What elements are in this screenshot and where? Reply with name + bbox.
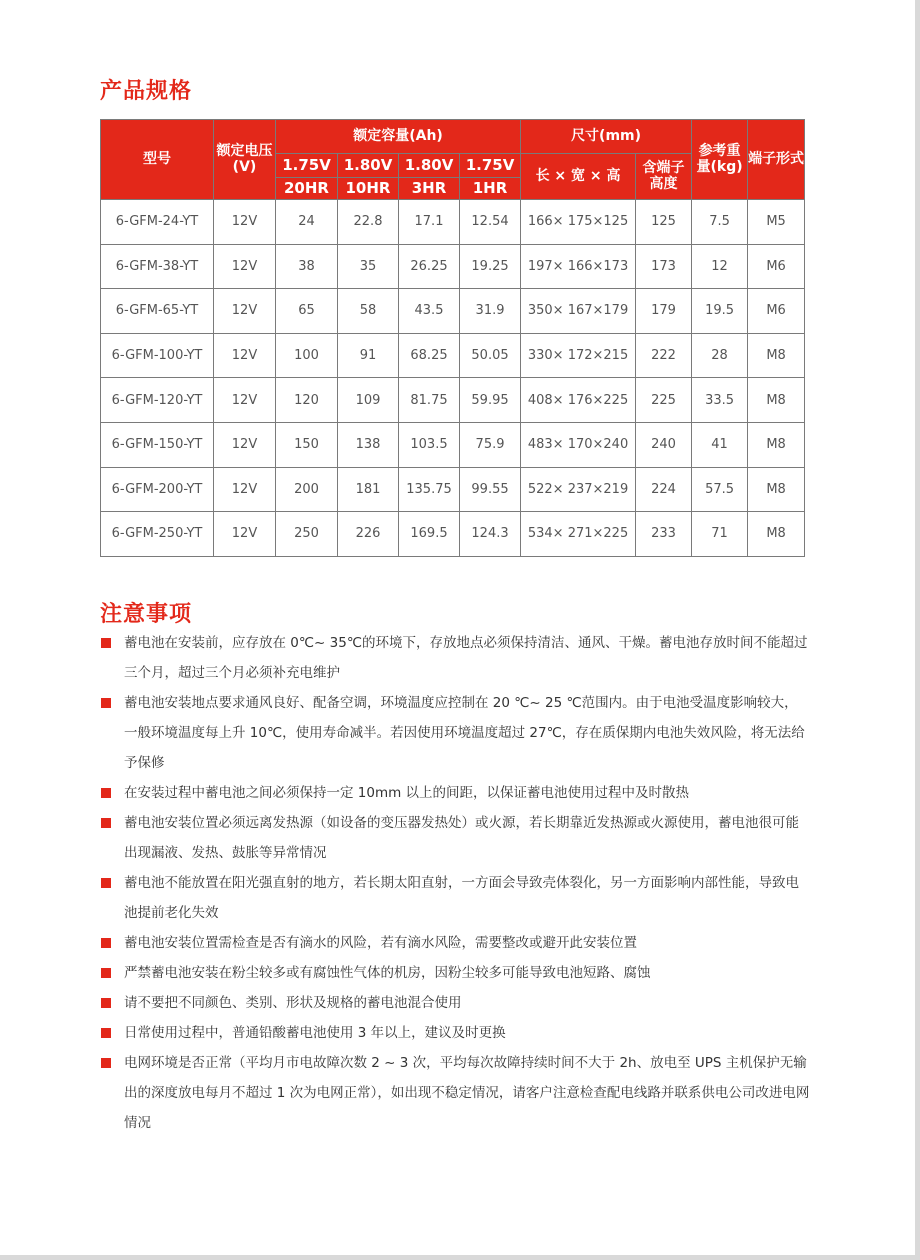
- specs-section-title: 产品规格: [100, 79, 193, 104]
- table-cell: 50.05: [460, 333, 521, 378]
- table-row: [101, 333, 805, 378]
- table-cell: 35: [338, 244, 399, 289]
- note-item: [100, 628, 810, 688]
- table-cell: M6: [748, 244, 805, 289]
- table-row: [101, 289, 805, 334]
- table-cell: 19.5: [692, 289, 748, 334]
- table-cell: 225: [636, 378, 692, 423]
- table-cell: 240: [636, 422, 692, 467]
- note-text: 日常使用过程中，普通铅酸蓄电池使用 3 年以上，建议及时更换: [124, 1025, 506, 1041]
- header-cap-rate-2: 10HR: [338, 178, 399, 200]
- header-weight: 参考重量(kg): [692, 120, 748, 200]
- table-cell: 150: [276, 422, 338, 467]
- table-cell: 181: [338, 467, 399, 512]
- table-cell: 65: [276, 289, 338, 334]
- table-cell: 22.8: [338, 200, 399, 245]
- table-cell: 12V: [214, 244, 276, 289]
- table-row: [101, 422, 805, 467]
- table-cell: M8: [748, 333, 805, 378]
- table-cell: 12V: [214, 512, 276, 557]
- note-item: [100, 988, 810, 1018]
- table-cell: M5: [748, 200, 805, 245]
- page-edge-bottom: [0, 1255, 920, 1260]
- table-cell: 7.5: [692, 200, 748, 245]
- note-text: 请不要把不同颜色、类别、形状及规格的蓄电池混合使用: [124, 995, 462, 1011]
- table-cell: 12V: [214, 422, 276, 467]
- table-cell: 12V: [214, 289, 276, 334]
- table-cell: 124.3: [460, 512, 521, 557]
- notes-section-title: 注意事项: [100, 602, 193, 627]
- header-cap-rate-4: 1HR: [460, 178, 521, 200]
- table-cell: 28: [692, 333, 748, 378]
- note-text: 电网环境是否正常（平均月市电故障次数 2 ~ 3 次，平均每次故障持续时间不大于 2h、放电至 UPS 主机保护无输出的深度放电每月不超过 1 次为电网正常），如出现不稳定情况，请客户注意检查配电线路并联系供电公司改进电网情况: [124, 1055, 810, 1131]
- table-cell: 522× 237×219: [521, 467, 636, 512]
- table-cell: M8: [748, 467, 805, 512]
- page-edge-right: [915, 0, 920, 1260]
- note-text: 蓄电池在安装前，应存放在 0℃~ 35℃的环境下，存放地点必须保持清洁、通风、干燥。蓄电池存放时间不能超过三个月，超过三个月必须补充电维护: [124, 635, 808, 681]
- table-cell: 6-GFM-120-YT: [101, 378, 214, 423]
- note-item: [100, 868, 810, 928]
- table-cell: 6-GFM-65-YT: [101, 289, 214, 334]
- table-cell: 200: [276, 467, 338, 512]
- header-voltage: 额定电压(V): [214, 120, 276, 200]
- header-cap-voltage-4: 1.75V: [460, 154, 521, 178]
- header-terminal-height: 含端子高度: [636, 154, 692, 200]
- table-cell: 226: [338, 512, 399, 557]
- note-text: 蓄电池安装位置必须远离发热源（如设备的变压器发热处）或火源，若长期靠近发热源或火源使用，蓄电池很可能出现漏液、发热、鼓胀等异常情况: [124, 815, 799, 861]
- square-bullet-icon: [101, 938, 111, 948]
- table-cell: 330× 172×215: [521, 333, 636, 378]
- table-cell: 19.25: [460, 244, 521, 289]
- note-item: [100, 808, 810, 868]
- table-cell: 138: [338, 422, 399, 467]
- table-cell: 6-GFM-38-YT: [101, 244, 214, 289]
- header-cap-rate-1: 20HR: [276, 178, 338, 200]
- table-cell: 31.9: [460, 289, 521, 334]
- table-cell: 534× 271×225: [521, 512, 636, 557]
- table-cell: 224: [636, 467, 692, 512]
- table-cell: 91: [338, 333, 399, 378]
- note-text: 严禁蓄电池安装在粉尘较多或有腐蚀性气体的机房，因粉尘较多可能导致电池短路、腐蚀: [124, 965, 651, 981]
- table-cell: M8: [748, 512, 805, 557]
- square-bullet-icon: [101, 878, 111, 888]
- square-bullet-icon: [101, 788, 111, 798]
- table-cell: 6-GFM-250-YT: [101, 512, 214, 557]
- table-cell: 12V: [214, 333, 276, 378]
- table-cell: 120: [276, 378, 338, 423]
- table-cell: M8: [748, 422, 805, 467]
- table-row: [101, 467, 805, 512]
- note-item: [100, 688, 810, 778]
- table-cell: 109: [338, 378, 399, 423]
- header-cap-voltage-1: 1.75V: [276, 154, 338, 178]
- note-text: 蓄电池安装地点要求通风良好、配备空调，环境温度应控制在 20 ℃~ 25 ℃范围内。由于电池受温度影响较大，一般环境温度每上升 10℃，使用寿命减半。若因使用环境温度超过 27℃，存在质保期内电池失效风险，将无法给予保修: [124, 695, 805, 771]
- table-cell: 100: [276, 333, 338, 378]
- table-cell: 24: [276, 200, 338, 245]
- table-cell: 26.25: [399, 244, 460, 289]
- table-row: [101, 512, 805, 557]
- note-item: [100, 928, 810, 958]
- table-cell: 58: [338, 289, 399, 334]
- table-cell: 12V: [214, 467, 276, 512]
- notes-list: [100, 628, 810, 1138]
- table-cell: 6-GFM-24-YT: [101, 200, 214, 245]
- table-cell: 12: [692, 244, 748, 289]
- table-cell: 81.75: [399, 378, 460, 423]
- table-cell: 12.54: [460, 200, 521, 245]
- table-cell: 350× 167×179: [521, 289, 636, 334]
- table-row: [101, 244, 805, 289]
- square-bullet-icon: [101, 638, 111, 648]
- table-cell: 103.5: [399, 422, 460, 467]
- table-cell: 125: [636, 200, 692, 245]
- table-cell: 6-GFM-200-YT: [101, 467, 214, 512]
- table-cell: 75.9: [460, 422, 521, 467]
- table-cell: 179: [636, 289, 692, 334]
- table-cell: 233: [636, 512, 692, 557]
- table-cell: 43.5: [399, 289, 460, 334]
- header-cap-voltage-3: 1.80V: [399, 154, 460, 178]
- header-model: 型号: [101, 120, 214, 200]
- table-cell: 173: [636, 244, 692, 289]
- square-bullet-icon: [101, 998, 111, 1008]
- table-cell: 12V: [214, 200, 276, 245]
- table-cell: 41: [692, 422, 748, 467]
- note-text: 蓄电池安装位置需检查是否有滴水的风险，若有滴水风险，需要整改或避开此安装位置: [124, 935, 637, 951]
- table-cell: 6-GFM-150-YT: [101, 422, 214, 467]
- table-cell: 12V: [214, 378, 276, 423]
- table-cell: 483× 170×240: [521, 422, 636, 467]
- table-cell: 38: [276, 244, 338, 289]
- square-bullet-icon: [101, 968, 111, 978]
- header-size: 尺寸(mm): [521, 120, 692, 154]
- table-cell: 71: [692, 512, 748, 557]
- note-item: [100, 1048, 810, 1138]
- table-cell: M6: [748, 289, 805, 334]
- header-cap-rate-3: 3HR: [399, 178, 460, 200]
- table-cell: 135.75: [399, 467, 460, 512]
- note-item: [100, 958, 810, 988]
- table-cell: 99.55: [460, 467, 521, 512]
- table-cell: 6-GFM-100-YT: [101, 333, 214, 378]
- table-cell: 166× 175×125: [521, 200, 636, 245]
- table-cell: 57.5: [692, 467, 748, 512]
- table-cell: 408× 176×225: [521, 378, 636, 423]
- table-row: [101, 200, 805, 245]
- table-cell: 169.5: [399, 512, 460, 557]
- square-bullet-icon: [101, 1058, 111, 1068]
- header-terminal-type: 端子形式: [748, 120, 805, 200]
- table-row: [101, 378, 805, 423]
- square-bullet-icon: [101, 698, 111, 708]
- table-cell: 17.1: [399, 200, 460, 245]
- note-text: 蓄电池不能放置在阳光强直射的地方，若长期太阳直射，一方面会导致壳体裂化，另一方面影响内部性能，导致电池提前老化失效: [124, 875, 799, 921]
- spec-table: [100, 119, 805, 557]
- table-cell: 59.95: [460, 378, 521, 423]
- note-text: 在安装过程中蓄电池之间必须保持一定 10mm 以上的间距，以保证蓄电池使用过程中及时散热: [124, 785, 690, 801]
- header-cap-voltage-2: 1.80V: [338, 154, 399, 178]
- square-bullet-icon: [101, 1028, 111, 1038]
- square-bullet-icon: [101, 818, 111, 828]
- table-cell: 250: [276, 512, 338, 557]
- header-lwh: 长 × 宽 × 高: [521, 154, 636, 200]
- table-cell: 197× 166×173: [521, 244, 636, 289]
- note-item: [100, 1018, 810, 1048]
- table-cell: M8: [748, 378, 805, 423]
- table-cell: 222: [636, 333, 692, 378]
- table-cell: 33.5: [692, 378, 748, 423]
- table-cell: 68.25: [399, 333, 460, 378]
- note-item: [100, 778, 810, 808]
- header-capacity: 额定容量(Ah): [276, 120, 521, 154]
